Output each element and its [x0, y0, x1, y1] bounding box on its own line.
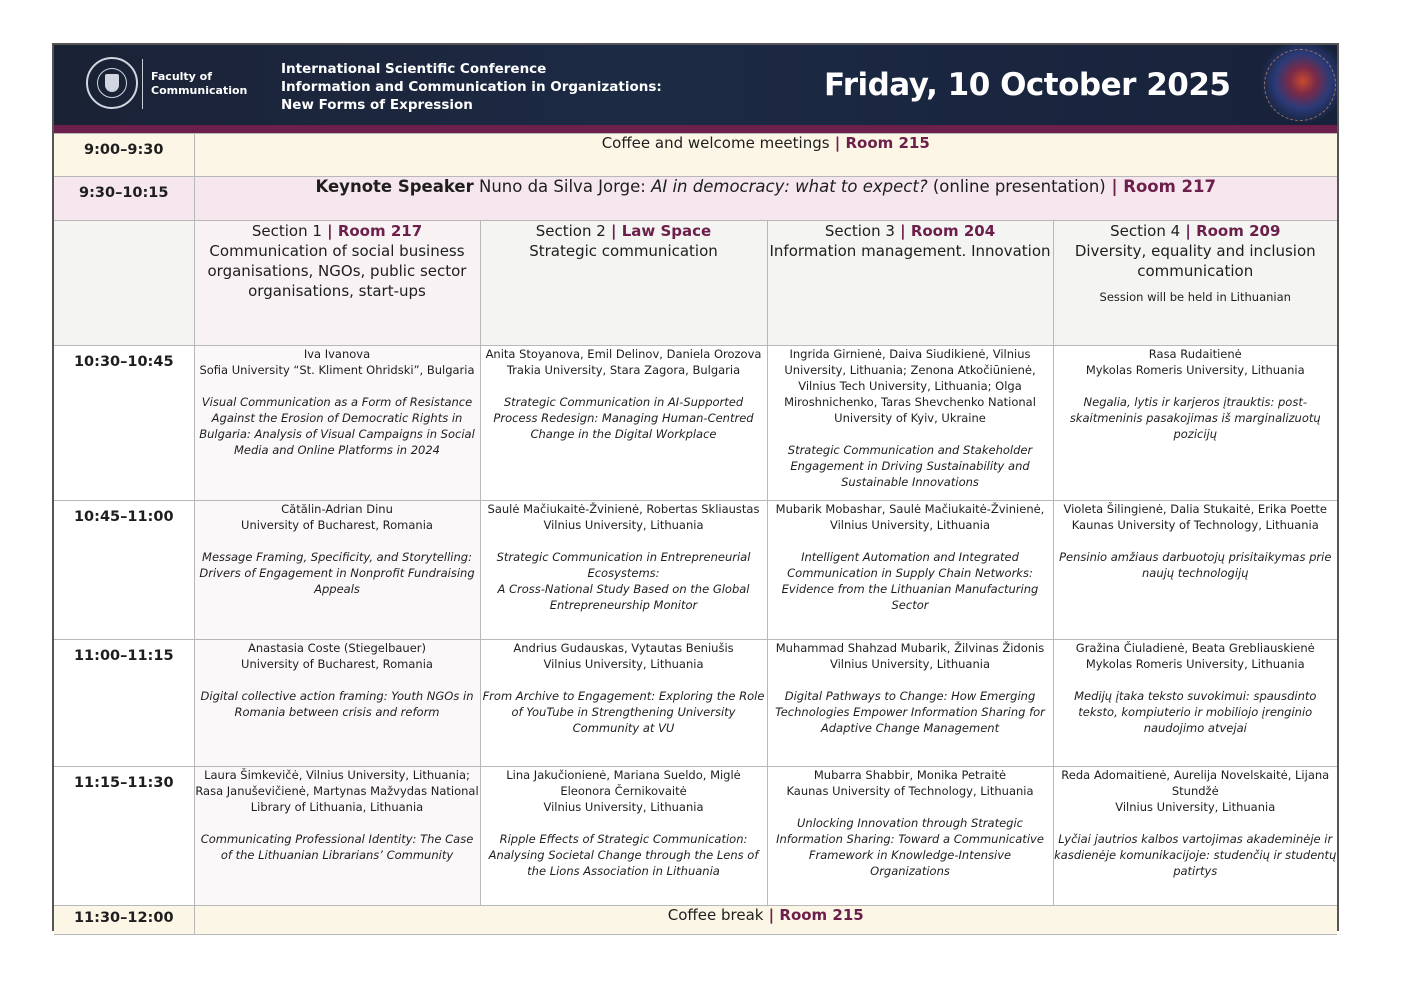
logo-divider	[142, 59, 143, 109]
talk-title: Ripple Effects of Strategic Communication: Analysing Societal Change through the Lens of the Lions Association in Lithuania	[488, 832, 759, 878]
talk-cell	[194, 501, 480, 640]
section-theme: Strategic communication	[529, 242, 718, 260]
coffee-break-room: Room 215	[779, 906, 864, 924]
row-coffee-break	[54, 906, 1337, 935]
talk-cell	[480, 501, 767, 640]
talk-cell	[767, 767, 1053, 906]
talk-title: Digital Pathways to Change: How Emerging Technologies Empower Information Sharing for Adaptive Change Management	[775, 689, 1045, 735]
keynote-cell	[194, 177, 1337, 221]
header-banner	[54, 45, 1337, 125]
university-seal-icon	[86, 57, 138, 109]
section-theme: Communication of social business organisations, NGOs, public sector organisations, start-ups	[207, 242, 467, 300]
schedule-sheet	[52, 43, 1339, 931]
faculty-line-2: Communication	[151, 84, 248, 97]
talk-authors: Mubarra Shabbir, Monika Petraitė Kaunas University of Technology, Lithuania	[786, 768, 1034, 798]
section-4-header	[1053, 221, 1337, 346]
talk-title: Medijų įtaka teksto suvokimui: spausdinto teksto, kompiuterio ir mobiliojo įrenginio naudojimo atvejai	[1074, 689, 1317, 735]
room-separator: |	[894, 222, 911, 240]
section-note: Session will be held in Lithuanian	[1099, 290, 1291, 304]
keynote-suffix: (online presentation)	[927, 177, 1106, 196]
room-separator: |	[1105, 177, 1124, 196]
header-accent-bar	[54, 125, 1337, 133]
empty-time-cell	[54, 221, 194, 346]
table-row	[54, 640, 1337, 767]
time-cell: 11:15–11:30	[54, 767, 194, 906]
time-cell: 10:45–11:00	[54, 501, 194, 640]
table-row	[54, 767, 1337, 906]
conference-line-3: New Forms of Expression	[281, 97, 473, 113]
talk-authors: Muhammad Shahzad Mubarik, Žilvinas Židonis Vilnius University, Lithuania	[775, 641, 1045, 671]
row-keynote	[54, 177, 1337, 221]
talk-title: Strategic Communication and Stakeholder Engagement in Driving Sustainability and Sustainable Innovations	[787, 443, 1033, 489]
coffee-label: Coffee and welcome meetings	[601, 134, 830, 152]
room-separator: |	[763, 906, 780, 924]
coffee-room: Room 215	[845, 134, 930, 152]
talk-authors: Laura Šimkevičė, Vilnius University, Lithuania; Rasa Januševičienė, Martynas Mažvydas National Library of Lithuania, Lithuania	[195, 768, 479, 814]
talk-title: From Archive to Engagement: Exploring the Role of YouTube in Strengthening University Community at VU	[482, 689, 765, 735]
coffee-cell	[194, 134, 1337, 177]
talk-authors: Violeta Šilingienė, Dalia Stukaitė, Erika Poette Kaunas University of Technology, Lithuania	[1063, 502, 1327, 532]
decorative-ring-icon	[1264, 49, 1336, 121]
conference-line-1: International Scientific Conference	[281, 61, 547, 77]
talk-title: Communicating Professional Identity: The Case of the Lithuanian Librarians’ Community	[200, 832, 474, 862]
time-cell: 11:00–11:15	[54, 640, 194, 767]
talk-authors: Reda Adomaitienė, Aurelija Novelskaitė, Lijana Stundžė Vilnius University, Lithuania	[1061, 768, 1330, 814]
row-sections	[54, 221, 1337, 346]
section-room: Room 204	[910, 222, 996, 240]
talk-title: Strategic Communication in AI-Supported Process Redesign: Managing Human-Centred Change in the Digital Workplace	[493, 395, 754, 441]
keynote-speaker: Nuno da Silva Jorge:	[473, 177, 652, 196]
room-separator: |	[1180, 222, 1197, 240]
section-room: Law Space	[621, 222, 712, 240]
talk-authors: Anita Stoyanova, Emil Delinov, Daniela Orozova Trakia University, Stara Zagora, Bulgaria	[485, 347, 762, 377]
talk-title: Lyčiai jautrios kalbos vartojimas akademinėje ir kasdienėje komunikacijoje: studenčių ir studentų patirtys	[1054, 832, 1337, 878]
room-separator: |	[321, 222, 338, 240]
keynote-room: Room 217	[1123, 177, 1216, 196]
talk-cell	[194, 767, 480, 906]
faculty-line-1: Faculty of	[151, 70, 213, 83]
talk-authors: Rasa Rudaitienė Mykolas Romeris University, Lithuania	[1085, 347, 1305, 377]
talk-cell	[1053, 501, 1337, 640]
talk-authors: Saulė Mačiukaitė-Žvinienė, Robertas Skliaustas Vilnius University, Lithuania	[487, 502, 760, 532]
talk-title: Pensinio amžiaus darbuotojų prisitaikymas prie naujų technologijų	[1059, 550, 1332, 580]
talk-authors: Iva Ivanova Sofia University “St. Kliment Ohridski”, Bulgaria	[199, 347, 475, 377]
conference-title	[281, 60, 662, 114]
coffee-break-label: Coffee break	[667, 906, 764, 924]
section-room: Room 209	[1196, 222, 1281, 240]
section-2-header	[480, 221, 767, 346]
room-separator: |	[605, 222, 622, 240]
section-label: Section 2	[535, 222, 606, 240]
section-theme: Information management. Innovation	[769, 242, 1051, 260]
row-coffee	[54, 134, 1337, 177]
talk-authors: Ingrida Girnienė, Daiva Siudikienė, Vilnius University, Lithuania; Zenona Atkočiūnienė, Vilnius Tech University, Lithuania; Olga Miroshnichenko, Taras Shevchenko National University of Kyiv, Ukraine	[784, 347, 1036, 425]
talk-cell	[1053, 767, 1337, 906]
keynote-label: Keynote Speaker	[315, 177, 474, 196]
talk-title: Message Framing, Specificity, and Storytelling: Drivers of Engagement in Nonprofit Fundraising Appeals	[199, 550, 475, 596]
table-row	[54, 346, 1337, 501]
talk-cell	[1053, 346, 1337, 501]
talk-cell	[1053, 640, 1337, 767]
conference-line-2: Information and Communication in Organizations:	[281, 79, 662, 95]
talk-authors: Anastasia Coste (Stiegelbauer) University of Bucharest, Romania	[241, 641, 433, 671]
time-cell: 9:30–10:15	[54, 177, 194, 221]
talk-cell	[767, 640, 1053, 767]
section-3-header	[767, 221, 1053, 346]
faculty-name	[151, 70, 247, 98]
talk-authors: Andrius Gudauskas, Vytautas Beniušis Vilnius University, Lithuania	[513, 641, 734, 671]
talk-authors: Mubarik Mobashar, Saulė Mačiukaitė-Žvinienė, Vilnius University, Lithuania	[775, 502, 1045, 532]
section-label: Section 1	[251, 222, 322, 240]
talk-cell	[194, 346, 480, 501]
talk-cell	[480, 767, 767, 906]
talk-cell	[194, 640, 480, 767]
talk-title: Negalia, lytis ir karjeros įtrauktis: post-skaitmeninis pasakojimas iš marginalizuotų pozicijų	[1069, 395, 1321, 441]
time-cell: 9:00–9:30	[54, 134, 194, 177]
time-cell: 10:30–10:45	[54, 346, 194, 501]
talk-title: Intelligent Automation and Integrated Communication in Supply Chain Networks: Evidence from the Lithuanian Manufacturing Sector	[781, 550, 1039, 612]
talk-authors: Cătălin-Adrian Dinu University of Bucharest, Romania	[241, 502, 433, 532]
talk-title: Visual Communication as a Form of Resistance Against the Erosion of Democratic Rights in Bulgaria: Analysis of Visual Campaigns in Social Media and Online Platforms in 2024	[199, 395, 475, 457]
talk-cell	[767, 501, 1053, 640]
time-cell: 11:30–12:00	[54, 906, 194, 935]
table-row	[54, 501, 1337, 640]
page-title: Friday, 10 October 2025	[824, 67, 1231, 103]
talk-title: Digital collective action framing: Youth NGOs in Romania between crisis and reform	[200, 689, 474, 719]
talk-cell	[767, 346, 1053, 501]
coffee-break-cell	[194, 906, 1337, 935]
room-separator: |	[829, 134, 846, 152]
section-label: Section 3	[824, 222, 895, 240]
talk-authors: Gražina Čiuladienė, Beata Grebliauskienė Mykolas Romeris University, Lithuania	[1075, 641, 1315, 671]
keynote-title: AI in democracy: what to expect?	[651, 177, 928, 196]
section-room: Room 217	[337, 222, 423, 240]
talk-title: Unlocking Innovation through Strategic Information Sharing: Toward a Communicative Framework in Knowledge-Intensive Organizations	[776, 816, 1044, 878]
talk-authors: Lina Jakučionienė, Mariana Sueldo, Miglė Eleonora Černikovaitė Vilnius University, Lithuania	[506, 768, 741, 814]
section-1-header	[194, 221, 480, 346]
section-label: Section 4	[1110, 222, 1181, 240]
talk-cell	[480, 346, 767, 501]
section-theme: Diversity, equality and inclusion communication	[1074, 242, 1316, 280]
talk-title: Strategic Communication in Entrepreneurial Ecosystems: A Cross-National Study Based on the Global Entrepreneurship Monitor	[496, 550, 751, 612]
schedule-table	[54, 133, 1337, 935]
talk-cell	[480, 640, 767, 767]
